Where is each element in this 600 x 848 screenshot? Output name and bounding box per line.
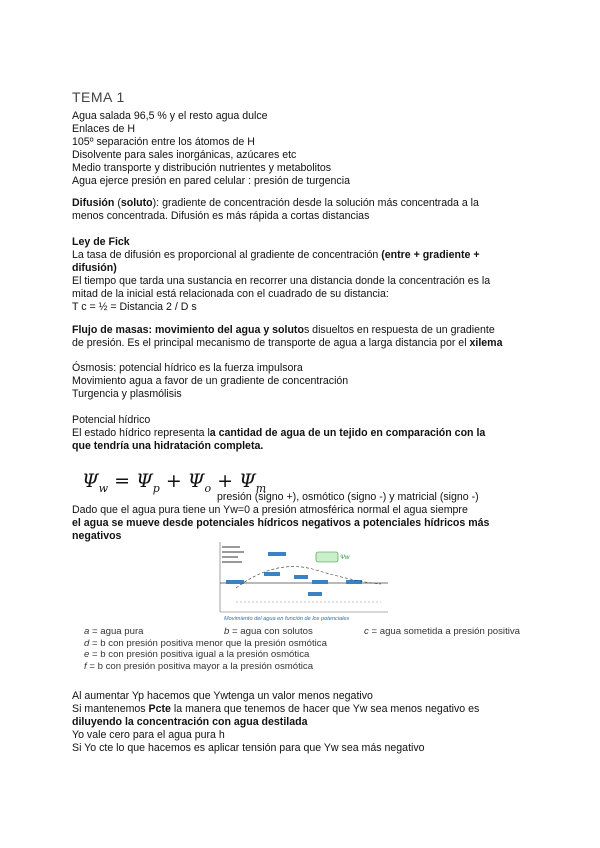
figure-bar-b bbox=[264, 572, 280, 576]
difusion-text: menos concentrada. Difusión es más rápida a cortas distancias bbox=[72, 210, 370, 222]
legend-text-d: = b con presión positiva menor que la presión osmótica bbox=[89, 637, 327, 649]
osmosis-line: Movimiento agua a favor de un gradiente de concentración bbox=[72, 375, 349, 387]
flujo-text: s disueltos en respuesta de un gradiente bbox=[303, 324, 495, 336]
fick-bold: (entre + gradiente + bbox=[381, 249, 480, 261]
legend-text-f: = b con presión positiva mayor a la presión osmótica bbox=[86, 660, 314, 672]
potencial-block bbox=[72, 414, 532, 453]
flujo-bold: Flujo de masas: movimiento del agua y soluto bbox=[72, 324, 304, 336]
intro-line: Disolvente para sales inorgánicas, azúcares etc bbox=[72, 149, 297, 161]
intro-line: Agua ejerce presión en pared celular : presión de turgencia bbox=[72, 175, 350, 187]
difusion-term: Difusión bbox=[72, 197, 115, 209]
legend-text-c: = agua sometida a presión positiva bbox=[368, 626, 520, 637]
potencial-text: Dado que el agua pura tiene un Yw=0 a presión atmosférica normal el agua siempre bbox=[72, 504, 468, 516]
figure-note-2: Movimiento del agua en función de los potenciales bbox=[224, 616, 350, 622]
water-potential-figure bbox=[216, 540, 392, 622]
final-bold: diluyendo la concentración con agua destilada bbox=[72, 716, 308, 728]
figure-bar-e bbox=[312, 580, 328, 584]
potencial-bold: a cantidad de agua de un tejido en comparación con la bbox=[209, 427, 486, 439]
water-potential-formula: $\Psi_w = \Psi_p + \Psi_o + \Psi_m$ bbox=[82, 470, 267, 495]
intro-line: Agua salada 96,5 % y el resto agua dulce bbox=[72, 110, 268, 122]
intro-line: Medio transporte y distribución nutrientes y metabolitos bbox=[72, 162, 332, 174]
flujo-block bbox=[72, 324, 532, 350]
flujo-text: de presión. Es el principal mecanismo de transporte de agua a larga distancia por el bbox=[72, 337, 470, 349]
potencial-block-2 bbox=[72, 504, 532, 543]
fick-block bbox=[72, 236, 532, 314]
figure-note-1: Ψw bbox=[340, 555, 350, 561]
potencial-bold: negativos bbox=[72, 530, 122, 542]
flujo-bold: xilema bbox=[469, 337, 503, 349]
legend-key-c: c bbox=[364, 626, 369, 637]
osmosis-line: Ósmosis: potencial hídrico es la fuerza impulsora bbox=[72, 362, 303, 374]
potencial-bold: el agua se mueve desde potenciales hídricos negativos a potenciales hídricos más bbox=[72, 517, 490, 529]
legend-text-e: = b con presión positiva igual a la presión osmótica bbox=[89, 649, 310, 660]
page-title: TEMA 1 bbox=[72, 89, 125, 105]
intro-block bbox=[72, 110, 532, 188]
figure-note-box bbox=[316, 552, 338, 562]
osmosis-line: Turgencia y plasmólisis bbox=[72, 388, 182, 400]
final-text: la manera que tenemos de hacer que Yw sea menos negativo es bbox=[170, 703, 480, 715]
potential-signs: presión (signo +), osmótico (signo -) y matricial (signo -) bbox=[217, 491, 479, 503]
final-text: Si mantenemos bbox=[72, 703, 149, 715]
figure-bar-g bbox=[308, 592, 322, 596]
fick-text: El tiempo que tarda una sustancia en recorrer una distancia donde la concentración es la bbox=[72, 275, 491, 287]
fick-text: La tasa de difusión es proporcional al gradiente de concentración bbox=[72, 249, 382, 261]
intro-line: Enlaces de H bbox=[72, 123, 136, 135]
final-line: Al aumentar Yp hacemos que Ywtenga un valor menos negativo bbox=[72, 690, 373, 702]
final-line: Si Yo cte lo que hacemos es aplicar tensión para que Yw sea más negativo bbox=[72, 742, 425, 754]
legend-key-a: a bbox=[84, 626, 90, 637]
figure-bar-c bbox=[268, 552, 286, 556]
legend-text-b: = agua con solutos bbox=[229, 626, 313, 637]
fick-formula: T c = ½ = Distancia 2 / D s bbox=[72, 301, 197, 313]
potencial-heading: Potencial hídrico bbox=[72, 414, 151, 426]
intro-line: 105º separación entre los átomos de H bbox=[72, 136, 255, 148]
potencial-bold: que tendría una hidratación completa. bbox=[72, 440, 264, 452]
final-line: Yo vale cero para el agua pura h bbox=[72, 729, 225, 741]
difusion-text: gradiente de concentración desde la solución más concentrada a la bbox=[159, 197, 479, 209]
difusion-paren: ): bbox=[152, 197, 160, 209]
legend-key-b: b bbox=[224, 626, 230, 637]
final-bold: Pcte bbox=[148, 703, 171, 715]
difusion-paren: ( bbox=[114, 197, 121, 209]
legend-key-f: f bbox=[84, 660, 87, 672]
figure-bar-a bbox=[226, 580, 244, 584]
legend-key-d: d bbox=[84, 637, 90, 649]
legend-text-a: = agua pura bbox=[89, 626, 144, 637]
final-block bbox=[72, 690, 532, 755]
osmosis-block bbox=[72, 362, 532, 401]
fick-heading: Ley de Fick bbox=[72, 236, 130, 248]
fick-bold: difusión) bbox=[72, 262, 117, 274]
figure-bar-d bbox=[294, 575, 308, 579]
figure-legend bbox=[84, 626, 520, 672]
legend-key-e: e bbox=[84, 649, 90, 660]
difusion-block bbox=[72, 197, 532, 223]
fick-text: mitad de la inicial está relacionada con el cuadrado de su distancia: bbox=[72, 288, 389, 300]
figure-bar-f bbox=[346, 580, 362, 584]
difusion-term2: soluto bbox=[120, 197, 153, 209]
potencial-text: El estado hídrico representa l bbox=[72, 427, 210, 439]
